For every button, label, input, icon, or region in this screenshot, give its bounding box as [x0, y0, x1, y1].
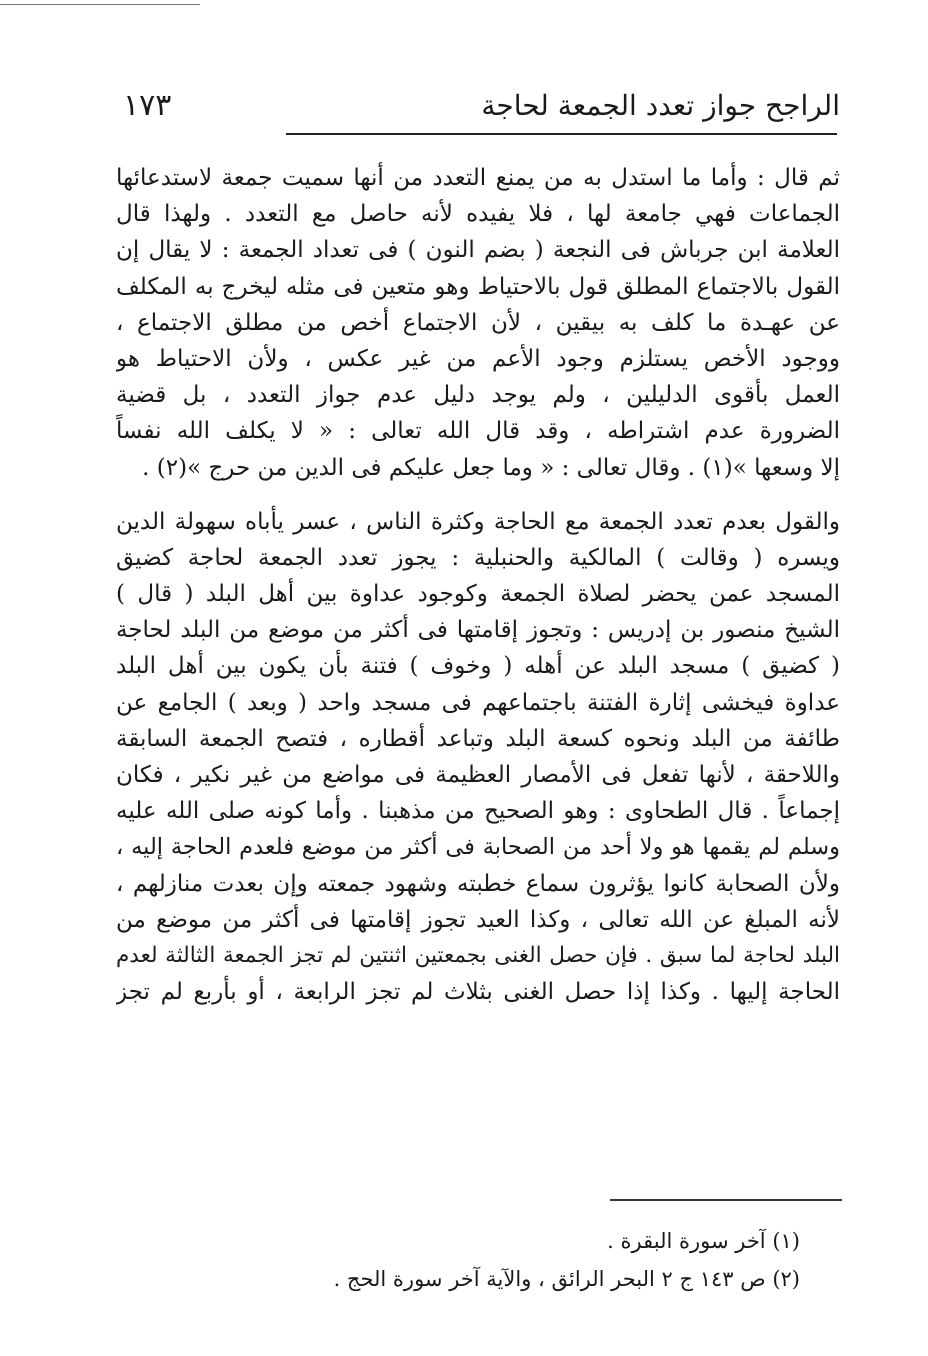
page-number: ١٧٣ — [123, 88, 172, 123]
top-edge-rule — [0, 4, 200, 5]
text-line: الشيخ منصور بن إدريس : وتجوز إقامتها فى أكثر من موضع من البلد لحاجة — [116, 617, 840, 644]
paragraph-1 — [116, 160, 840, 486]
text-line: ويسره ( وقالت ) المالكية والحنبلية : يجوز تعدد الجمعة لحاجة كضيق — [116, 544, 840, 571]
text-line: المسجد عمن يحضر لصلاة الجمعة وكوجود عداوة بين أهل البلد ( قال ) — [116, 581, 840, 608]
text-line: إجماعاً . قال الطحاوى : وهو الصحيح من مذهبنا . وأما كونه صلى الله عليه — [116, 798, 840, 825]
text-line: العلامة ابن جرباش فى النجعة ( بضم النون ) فى تعداد الجمعة : لا يقال إن — [116, 237, 840, 264]
text-line: إلا وسعها »(١) . وقال تعالى : « وما جعل عليكم فى الدين من حرج »(٢) . — [142, 454, 840, 481]
text-line: ولأن الصحابة كانوا يؤثرون سماع خطبته وشهود جمعته وإن بعدت منازلهم ، — [116, 870, 840, 897]
footnote-1: (١) آخر سورة البقرة . — [607, 1229, 800, 1253]
paragraph-2 — [116, 504, 840, 1011]
body-text — [116, 160, 840, 1010]
text-line: الجماعات فهي جامعة لها ، فلا يفيده لأنه حاصل مع التعدد . ولهذا قال — [116, 201, 840, 228]
text-line: والقول بعدم تعدد الجمعة مع الحاجة وكثرة الناس ، عسر يأباه سهولة الدين — [116, 508, 840, 535]
text-line: وسلم لم يقمها هو ولا أحد من الصحابة فى أكثر من موضع فلعدم الحاجة إليه ، — [116, 834, 840, 861]
text-line: القول بالاجتماع المطلق قول بالاحتياط وهو متعين فى مثله ليخرج به المكلف — [116, 273, 840, 300]
footnote-rule — [610, 1199, 842, 1201]
text-line: عن عهـدة ما كلف به بيقين ، لأن الاجتماع أخص من مطلق الاجتماع ، — [116, 309, 840, 336]
footnotes — [116, 1222, 800, 1298]
page-header — [115, 86, 840, 126]
text-line: طائفة من البلد ونحوه كسعة البلد وتباعد أقطاره ، فتصح الجمعة السابقة — [116, 725, 840, 752]
text-line: ووجود الأخص يستلزم وجود الأعم من غير عكس ، ولأن الاحتياط هو — [116, 345, 840, 372]
footnote-2: (٢) ص ١٤٣ ج ٢ البحر الرائق ، والآية آخر سورة الحج . — [333, 1267, 800, 1291]
text-line: الحاجة إليها . وكذا إذا حصل الغنى بثلاث لم تجز الرابعة ، أو بأربع لم تجز — [116, 979, 840, 1006]
text-line: عداوة فيخشى إثارة الفتنة باجتماعهم فى مسجد واحد ( وبعد ) الجامع عن — [116, 689, 840, 716]
text-line: ( كضيق ) مسجد البلد عن أهله ( وخوف ) فتنة بأن يكون بين أهل البلد — [116, 653, 840, 680]
text-line: ثم قال : وأما ما استدل به من يمنع التعدد من أنها سميت جمعة لاستدعائها — [116, 165, 840, 191]
header-rule — [286, 133, 837, 135]
text-line: البلد لحاجة لما سبق . فإن حصل الغنى بجمعتين اثنتين لم تجز الجمعة الثالثة لعدم — [116, 942, 840, 968]
text-line: الضرورة عدم اشتراطه ، وقد قال الله تعالى : « لا يكلف الله نفساً — [116, 418, 840, 445]
text-line: العمل بأقوى الدليلين ، ولم يوجد دليل عدم جواز التعدد ، بل قضية — [116, 382, 840, 409]
text-line: لأنه المبلغ عن الله تعالى ، وكذا العيد تجوز إقامتها فى أكثر من موضع من — [116, 906, 840, 933]
text-line: واللاحقة ، لأنها تفعل فى الأمصار العظيمة فى مواضع من غير نكير ، فكان — [116, 762, 840, 788]
running-title: الراجح جواز تعدد الجمعة لحاجة — [481, 89, 840, 122]
